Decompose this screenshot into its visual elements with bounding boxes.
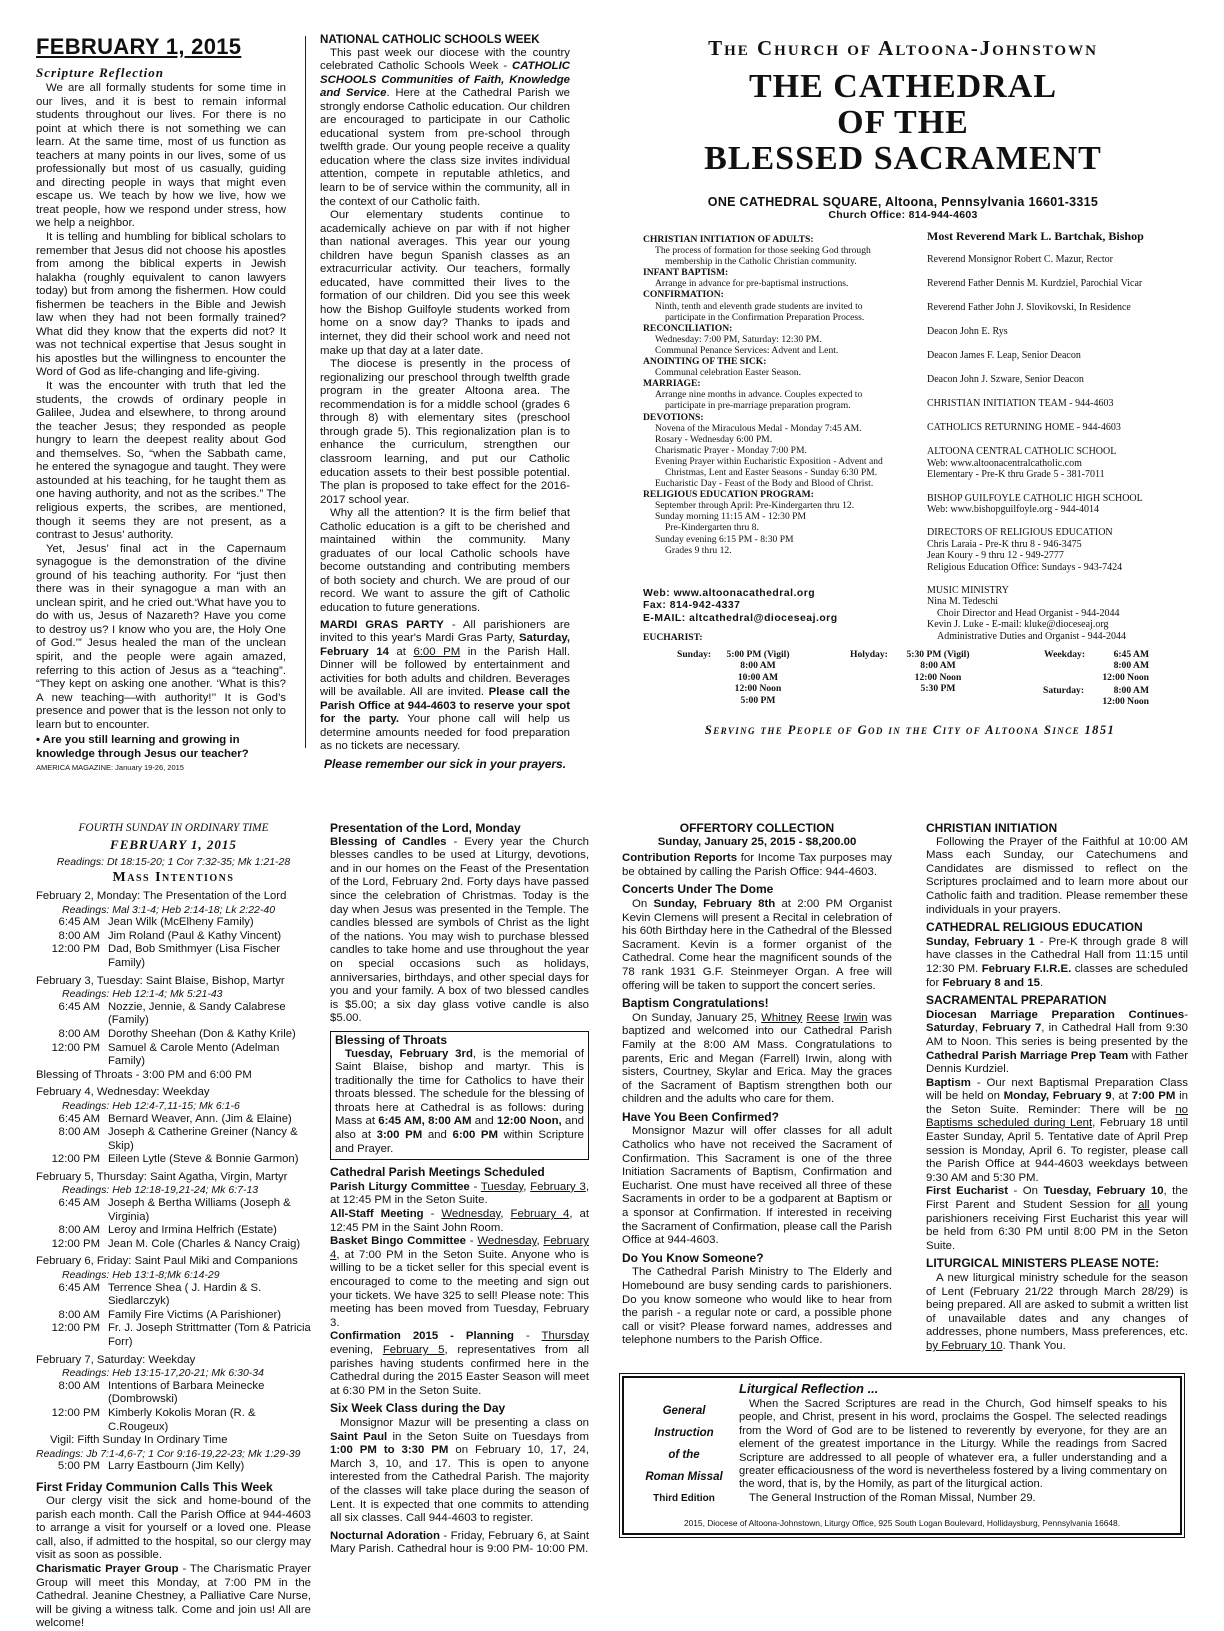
schools-paragraph-2: Our elementary students continue to academically achieve on par with if not higher than national averages. This year our young children have begun Spanish classes as an extracurricular activity. Our teachers, formally educated, have committed their lives to the formation of our children. Did you see this week how the Bishop Guilfoyle students worked from home on a snow day? Thanks to ipads and internet, they did their school work and need not make up that day at a later date.	[320, 209, 570, 357]
intention-readings: Readings: Heb 13:1-8;Mk 6:14-29	[62, 1269, 220, 1282]
ci-text: Following the Prayer of the Faithful at 10:00 AM Mass each Sunday, our Catechumens and Candidates are dismissed to reflect on the Scriptures proclaimed and to learn more about our Catholic faith and tradition. Please remember these individuals in your prayers.	[926, 835, 1188, 916]
intention-row: 12:00 PM Fr. J. Joseph Strittmatter (Tom & Patricia Forr)	[51, 1322, 311, 1348]
cathedral-title-3: BLESSED SACRAMENT	[704, 140, 1102, 177]
intention-row: 8:00 AM Jim Roland (Paul & Kathy Vincent)	[58, 929, 282, 942]
blessing-of-throats-box	[330, 1031, 589, 1160]
baptism-congrats-title: Baptism Congratulations!	[622, 996, 769, 1011]
sacrament-detail: participate in the Confirmation Preparation Process.	[665, 311, 865, 323]
mass-time: 5:30 PM	[920, 683, 956, 695]
ci-title: CHRISTIAN INITIATION	[926, 821, 1058, 835]
charismatic-prayer: Charismatic Prayer Group - The Charismatic Prayer Group will meet this Monday, at 7:00 PM in the Cathedral. Jeanine Chestney, a Palliative Care Nurse, will be giving a witness talk. Come and join us! All are welcome!	[36, 1562, 311, 1630]
staff-entry: DIRECTORS OF RELIGIOUS EDUCATION Chris Laraia - Pre-K thru 8 - 946-3475 Jean Koury - 9 thru 12 - 949-2777 Religious Education Office: Sundays - 943-7424	[927, 527, 1123, 573]
schools-paragraph-3: The diocese is presently in the process of regionalizing our preschool through twelfth grade program in the greater Altoona area. The recommendation is for a middle school (grades 6 through 8) with elementary sites (preschool through grade 5). This regionalization plan is to enhance the curriculum, strengthen our classroom learning, and put our Catholic education assets to their best possible potential. The plan is proposed to take effect for the 2016-2017 school year.	[320, 358, 570, 506]
nocturnal-adoration: Nocturnal Adoration - Friday, February 6, at Saint Mary Parish. Cathedral hour is 9:00 PM- 10:00 PM.	[330, 1529, 589, 1556]
email-address[interactable]: E-MAIL: altcathedral@dioceseaj.org	[643, 612, 838, 624]
mardi-gras-paragraph: MARDI GRAS PARTY - All parishioners are invited to this year's Mardi Gras Party, Saturday, February 14 at 6:00 PM in the Parish Hall. Dinner will be followed by entertainment and activities for both adults and children. Beverages will be available. All are invited. Please call the Parish Office at 944-4603 to reserve your spot for the party. Your phone call will help us determine amounts needed for food preparation as no tickets are necessary.	[320, 618, 570, 753]
mass-time: 6:45 AM	[1113, 649, 1149, 660]
concerts-title: Concerts Under The Dome	[622, 882, 774, 897]
fax-number: Fax: 814-942-4337	[643, 600, 741, 612]
mass-time: 12:00 Noon	[1102, 696, 1149, 708]
mass-time: 5:00 PM	[740, 694, 776, 706]
clergy-staff-list	[927, 231, 1197, 654]
eucharist-schedule	[643, 649, 1153, 709]
cathedral-address: ONE CATHEDRAL SQUARE, Altoona, Pennsylvania 16601-3315	[707, 195, 1099, 209]
schools-paragraph-4: Why all the attention? It is the firm belief that Catholic education is a gift to be cherished and maintained within the community. Many graduates of our local Catholic schools have become outstanding and contributing members of both society and church. We are proud of our record. We want to assure the gift of Catholic education to future generations.	[320, 507, 570, 614]
holyday-times	[893, 649, 983, 695]
intention-row: 8:00 AM Joseph & Catherine Greiner (Nancy & Skip)	[58, 1126, 298, 1152]
meeting-all-staff: All-Staff Meeting - Wednesday, February 4, at 12:45 PM in the Saint John Room.	[330, 1208, 589, 1234]
reflection-paragraph-2: It is telling and humbling for biblical scholars to remember that Jesus did not choose his apostles from among the biblical experts in Jewish halakha (roughly equivalent to canon lawyers today) but from among the fishermen. How could fishermen be teachers in the Bible and Jewish law when they had not been formally trained? What did they know that the experts did not? It was not technical expertise that Jesus sought in his apostles but the willingness to encounter the Word of God as life-changing and life-giving.	[36, 231, 286, 379]
mass-time: 12:00 Noon	[734, 683, 782, 695]
holyday-label: Holyday:	[850, 649, 888, 660]
staff-entry: Deacon James F. Leap, Senior Deacon	[927, 350, 1081, 362]
sacrament-detail: Sunday morning 11:15 AM - 12:30 PM	[655, 511, 807, 523]
sacrament-detail: Communal Penance Services: Advent and Lent.	[655, 344, 839, 356]
intention-readings: Readings: Heb 13:15-17,20-21; Mk 6:30-34	[62, 1367, 264, 1380]
meeting-liturgy: Parish Liturgy Committee - Tuesday, February 3, at 12:45 PM in the Seton Suite.	[330, 1180, 589, 1207]
sacrament-detail: Wednesday: 7:00 PM, Saturday: 12:30 PM.	[655, 333, 822, 345]
throats-text: Tuesday, February 3rd, is the memorial of Saint Blaise, bishop and martyr. This is traditionally the time for Catholics to have their throats blessed. The schedule for the blessing of throats here at Cathedral is as follows: during Mass at 6:45 AM, 8:00 AM and 12:00 Noon, and also at 3:00 PM and 6:00 PM within Scripture and Prayer.	[335, 1047, 585, 1155]
bulletin-date: FEBRUARY 1, 2015	[36, 34, 242, 59]
bullet-icon: •	[36, 734, 43, 747]
sacrament-detail: Arrange nine months in advance. Couples expected to	[655, 389, 863, 401]
intention-row: 6:45 AM Terrence Shea ( J. Hardin & S. Siedlarczyk)	[58, 1281, 262, 1308]
intention-row: 12:00 PM Samuel & Carole Mento (Adelman Family)	[51, 1041, 280, 1068]
staff-entry: Reverend Father Dennis M. Kurdziel, Parochial Vicar	[927, 278, 1143, 290]
intention-row: 6:45 AM Jean Wilk (McElheny Family)	[58, 916, 254, 929]
christian-initiation-column	[926, 822, 1188, 1354]
six-week-class-title: Six Week Class during the Day	[330, 1401, 506, 1416]
staff-entry: Reverend Father John J. Slovikovski, In Residence	[927, 302, 1131, 314]
cathedral-title-1: THE CATHEDRAL	[748, 68, 1058, 105]
know-someone-title: Do You Know Someone?	[622, 1250, 764, 1265]
sacrament-heading: ANOINTING OF THE SICK:	[643, 356, 767, 368]
gi-side-label: General Instruction of the Roman Missal Third Edition	[645, 1405, 723, 1504]
sacraments-list	[643, 234, 913, 556]
sacrament-detail: Arrange in advance for pre-baptismal instructions.	[655, 278, 849, 290]
staff-entry: ALTOONA CENTRAL CATHOLIC SCHOOL Web: www.altoonacentralcatholic.com Elementary - Pre-K thru Grade 5 - 381-7011	[927, 446, 1117, 481]
intention-readings: Readings: Heb 12:18-19,21-24; Mk 6:7-13	[62, 1184, 259, 1197]
cathedral-title-2: OF THE	[837, 104, 969, 141]
sacrament-detail: Novena of the Miraculous Medal - Monday 7:45 AM.	[655, 422, 862, 434]
first-friday-title: First Friday Communion Calls This Week	[36, 1479, 273, 1494]
saturday-label: Saturday:	[1043, 685, 1085, 696]
reflection-paragraph-3: It was the encounter with truth that led the students, the crowds of ordinary people in Galilee, Judea and elsewhere, to throng around the teacher Jesus; they responded as people hungry to learn the deepest reality about God and themselves. So, “when the Sabbath came, he entered the synagogue and taught. They were astounded at his teaching, for he taught them as one having authority, and not as the scribes.” The religious experts, the scribes, are mentioned, though it seems they are not present, as a contrast to Jesus’ authority.	[36, 380, 286, 542]
sacrament-heading: RELIGIOUS EDUCATION PROGRAM:	[643, 489, 814, 501]
sacramental-prep-title: SACRAMENTAL PREPARATION	[926, 993, 1107, 1008]
weekday-label: Weekday:	[1044, 649, 1086, 660]
intention-day: February 4, Wednesday: Weekday	[36, 1086, 210, 1099]
intention-row: 6:45 AM Bernard Weaver, Ann. (Jim & Elaine)	[58, 1112, 292, 1125]
sacrament-detail: Communal celebration Easter Season.	[655, 367, 801, 379]
schools-paragraph-1: This past week our diocese with the country celebrated Catholic Schools Week - CATHOLIC SCHOOLS Communities of Faith, Knowledge and Service. Here at the Cathedral Parish we strongly endorse Catholic education. Our children are encouraged to participate in our Catholic educational system from pre-school through twelfth grade. Our young people receive a quality education where the class size invites individual attention, compete in reputable athletics, and learn to be of service within the community, all in the context of our Catholic faith.	[320, 46, 570, 208]
intention-day: February 5, Thursday: Saint Agatha, Virgin, Martyr	[36, 1170, 288, 1183]
reflection-text: When the Sacred Scriptures are read in the Church, God himself speaks to his people, and Christ, present in his word, proclaims the Gospel. The selected readings from the Word of God are to be listened to reverently by everyone, for they are an element of the greatest importance in the Liturgy. While the readings from Sacred Scripture are addressed to all people of whatever era, a fuller understanding and a greater efficaciousness of the word is nevertheless fostered by a living commentary on the word, that is, by the Homily, as part of the liturgical action. The General Instruction of the Roman Missal, Number 29.	[739, 1398, 1167, 1504]
sacrament-heading: RECONCILIATION:	[643, 322, 733, 334]
six-week-class-text: Monsignor Mazur will be presenting a class on Saint Paul in the Seton Suite on Tuesdays from 1:00 PM to 3:30 PM on February 10, 17, 24, March 3, 10, and 17. This is open to anyone interested from the Cathedral Parish. The majority of the classes will take place during the season of Lent. It is expected that one commits to attending all six classes. Call 944-4603 to register.	[330, 1416, 590, 1525]
sacrament-heading: CONFIRMATION:	[643, 289, 724, 301]
sacrament-detail: Pre-Kindergarten thru 8.	[665, 522, 759, 534]
reflection-paragraph-1: We are all formally students for some time in our lives, and it is best to remain informal students throughout our lives. For there is no point at which there is not something we can learn. At the same time, most of us function as teachers at many points in our lives, some of us professionally but most of us casually, guiding and directing people in ways that might even escape us. We teach by how we live, how we treat people, how we respond under stress, how we help a neighbor.	[36, 82, 286, 230]
sacrament-detail: Evening Prayer within Eucharistic Exposition - Advent and	[655, 455, 883, 467]
intention-note: Blessing of Throats - 3:00 PM and 6:00 PM	[36, 1068, 252, 1081]
staff-entry: CHRISTIAN INITIATION TEAM - 944-4603	[927, 398, 1114, 410]
sunday-label: Sunday:	[677, 649, 712, 660]
sunday-title: FOURTH SUNDAY IN ORDINARY TIME	[78, 822, 269, 834]
sacrament-detail: Grades 9 thru 12.	[665, 544, 732, 556]
religious-education-text: Sunday, February 1 - Pre-K through grade 8 will have classes in the Cathedral Hall from 11:15 until 12:30 PM. February F.I.R.E. classes are scheduled for February 8 and 15.	[926, 935, 1188, 989]
sacrament-detail: Christmas, Lent and Easter Seasons - Sunday 6:30 PM.	[665, 466, 878, 478]
offertory-title: OFFERTORY COLLECTION	[679, 821, 835, 835]
contribution-reports: Contribution Reports for Income Tax purposes may be obtained by calling the Parish Office: 944-4603.	[622, 852, 892, 878]
mass-time: 8:00 AM	[1113, 660, 1149, 672]
sunday-date: FEBRUARY 1, 2015	[110, 837, 237, 852]
intention-day: February 7, Saturday: Weekday	[36, 1353, 196, 1366]
baptism-congrats-text: On Sunday, January 25, Whitney Reese Irwin was baptized and welcomed into our Cathedral Parish Family at the 8:00 AM Mass. Congratulations to parents, Eric and Megan (Farrell) Irwin, along with sisters, Courtney, Skylar and Erica. May the graces of the Sacrament of Baptism strengthen both our children and the adults who care for them.	[622, 1011, 892, 1106]
intention-row: 5:00 PM Larry Eastbourn (Jim Kelly)	[57, 1460, 245, 1473]
sacrament-detail: membership in the Catholic Christian community.	[665, 256, 857, 268]
sacrament-heading: CHRISTIAN INITIATION OF ADULTS:	[643, 234, 814, 245]
meeting-confirmation: Confirmation 2015 - Planning - Thursday evening, February 5, representatives from all parishes having students confirmed here in the Cathedral during the 2015 Easter Season will meet at 6:30 PM in the Seton Suite.	[330, 1330, 590, 1397]
reflection-paragraph-4: Yet, Jesus’ final act in the Capernaum synagogue is the demonstration of the divine ground of his teaching authority. For “just then there was in their synagogue a man with an unclean spirit, and he cried out.‘What have you to do with us, Jesus of Nazareth? Have you come to destroy us? I know who you are, the Holy One of God.’” Jesus healed the man of the unclean spirit, and the people were again amazed, referring to this action of Jesus as a “teaching”. “They kept on asking one another. ‘What is this? A new teaching—with authority!’’ It is God’s presence and power that is the lesson not only to learn but to encounter.	[36, 542, 286, 731]
intention-row: 12:00 PM Jean M. Cole (Charles & Nancy Craig)	[51, 1237, 301, 1250]
liturgical-ministers-text: A new liturgical ministry schedule for the season of Lent (February 21/22 through March 28/29) is being prepared. All are asked to submit a written list of unavailable dates and any changes of addresses, phone numbers, Mass preferences, etc. by February 10. Thank You.	[926, 1272, 1188, 1352]
staff-entry: CATHOLICS RETURNING HOME - 944-4603	[927, 422, 1121, 434]
mass-time: 5:30 PM (Vigil)	[906, 649, 970, 660]
intention-row: 6:45 AM Nozzie, Jennie, & Sandy Calabrese (Family)	[58, 1000, 286, 1027]
throats-title: Blessing of Throats	[335, 1032, 448, 1047]
baptism-prep-text: Baptism - Our next Baptismal Preparation Class will be held on Monday, February 9, at 7:00 PM in the Seton Suite. Reminder: There will be no Baptisms scheduled during Lent, February 18 until Easter Sunday, April 5. Tentative date of April Prep session is Monday, April 6. To register, please call the Parish Office at 944-4603 weekdays between 9:30 AM and 5:30 PM.	[926, 1076, 1188, 1184]
religious-education-title: CATHEDRAL RELIGIOUS EDUCATION	[926, 920, 1143, 935]
staff-entry: MUSIC MINISTRY Nina M. Tedeschi Choir Director and Head Organist - 944-2044 Kevin J. Luke - E-mail: kluke@dioceseaj.org Administrative Duties and Organist - 944-2044	[927, 585, 1126, 642]
intentions-list	[36, 890, 311, 1448]
mass-time: 8:00 AM	[740, 660, 776, 672]
intention-day: February 3, Tuesday: Saint Blaise, Bishop, Martyr	[36, 974, 285, 987]
intention-row: 8:00 AM Intentions of Barbara Meinecke (Dombrowski)	[58, 1379, 265, 1406]
offertory-amount: Sunday, January 25, 2015 - $8,200.00	[657, 835, 857, 848]
staff-entry: Deacon John J. Szware, Senior Deacon	[927, 374, 1084, 386]
meeting-basket-bingo: Basket Bingo Committee - Wednesday, February 4, at 7:00 PM in the Seton Suite. Anyone who is willing to be a ticket seller for this special event is encouraged to come to the meeting and sign out your tickets. We have 325 to sell! Please note: This meeting has been moved from Tuesday, February 3.	[330, 1235, 589, 1329]
intention-row: 8:00 AM Dorothy Sheehan (Don & Kathy Krile)	[58, 1027, 296, 1040]
staff-entry: Deacon John E. Rys	[927, 326, 1008, 338]
intention-row: 6:45 AM Joseph & Bertha Williams (Joseph & Virginia)	[58, 1197, 291, 1223]
staff-entry: BISHOP GUILFOYLE CATHOLIC HIGH SCHOOL Web: www.bishopguilfoyle.org - 944-4014	[927, 492, 1143, 516]
scripture-reflection-title: Scripture Reflection	[36, 65, 164, 80]
intention-readings: Readings: Heb 12:1-4; Mk 5:21-43	[62, 988, 223, 1001]
presentation-title: Presentation of the Lord, Monday	[330, 821, 521, 835]
sacrament-detail: Rosary - Wednesday 6:00 PM.	[655, 433, 773, 445]
mass-time: 12:00 Noon	[1102, 671, 1149, 683]
saturday-times	[1099, 685, 1149, 708]
concerts-text: On Sunday, February 8th at 2:00 PM Organist Kevin Clemens will present a Recital in celebration of his 60th Birthday here in the Cathedral of the Blessed Sacrament. Kevin is a former organist of the Cathedral. Come hear the magnificent sounds of the 78 rank 1931 G.F. Steinmeyer Organ. A free will offering will be taken to support the concert series.	[622, 897, 892, 992]
contact-info	[643, 588, 838, 645]
scripture-reflection-body	[36, 82, 286, 773]
website[interactable]: Web: www.altoonacathedral.org	[643, 588, 816, 599]
sacrament-detail: Sunday evening 6:15 PM - 8:30 PM	[655, 533, 794, 545]
catholic-schools-article	[320, 33, 570, 772]
sunday-readings: Readings: Dt 18:15-20; 1 Cor 7:32-35; Mk 1:21-28	[56, 856, 291, 868]
reflection-source: AMERICA MAGAZINE: January 19-26, 2015	[36, 763, 184, 773]
intention-note: Vigil: Fifth Sunday In Ordinary Time	[50, 1434, 228, 1447]
weekday-times	[1099, 649, 1149, 683]
intention-day: February 2, Monday: The Presentation of the Lord	[36, 890, 287, 902]
reflection-footer: 2015, Diocese of Altoona-Johnstown, Liturgy Office, 925 South Logan Boulevard, Hollidaysburg, Pennsylvania 16648.	[683, 1518, 1121, 1528]
schools-title: NATIONAL CATHOLIC SCHOOLS WEEK	[320, 33, 540, 46]
intention-row: 8:00 AM Leroy and Irmina Helfrich (Estate)	[58, 1224, 277, 1237]
eucharist-label: EUCHARIST:	[643, 632, 703, 644]
sacrament-detail: participate in pre-marriage preparation program.	[665, 400, 851, 412]
church-office-phone: Church Office: 814-944-4603	[828, 209, 978, 221]
reflection-question: • Are you still learning and growing in knowledge through Jesus our teacher?	[36, 734, 249, 760]
confirmed-title: Have You Been Confirmed?	[622, 1109, 779, 1124]
sacrament-heading: DEVOTIONS:	[643, 411, 704, 423]
mass-intentions-column	[36, 822, 311, 1631]
liturgical-reflection-box	[622, 1376, 1182, 1535]
confirmed-text: Monsignor Mazur will offer classes for all adult Catholics who have not received the Sacrament of Confirmation. This Sacrament is one of the three Initiation Sacraments of Baptism, Confirmation and Eucharist. One must have received all three of these Sacraments in order to be a godparent at Baptism or a sponsor at Confirmation. If interested in receiving the Sacrament of Confirmation, please call the Parish Office at 944-4603.	[622, 1125, 892, 1247]
sacrament-heading: INFANT BAPTISM:	[643, 267, 729, 279]
mass-intentions-heading: Mass Intentions	[112, 870, 235, 885]
intention-row: 8:00 AM Family Fire Victims (A Parishioner)	[58, 1308, 282, 1321]
intention-readings: Readings: Heb 12:4-7,11-15; Mk 6:1-6	[62, 1099, 240, 1112]
staff-entry: Reverend Monsignor Robert C. Mazur, Rector	[927, 254, 1113, 266]
sacrament-detail: Eucharistic Day - Feast of the Body and Blood of Christ.	[655, 478, 874, 490]
first-eucharist-text: First Eucharist - On Tuesday, February 10, the First Parent and Student Session for all young parishioners receiving First Eucharist this year will be held from 6:30 PM until 8:00 PM in the Seton Suite.	[926, 1185, 1189, 1252]
sacrament-heading: MARRIAGE:	[643, 378, 701, 390]
marriage-prep-text: Diocesan Marriage Preparation Continues- Saturday, February 7, in Cathedral Hall from 9:30 AM to Noon. This series is being presented by the Cathedral Parish Marriage Prep Team with Father Dennis Kurdziel.	[926, 1008, 1188, 1076]
sacrament-detail: Ninth, tenth and eleventh grade students are invited to	[655, 300, 863, 312]
sick-prayers-note: Please remember our sick in your prayers.	[323, 756, 567, 771]
mass-time: 10:00 AM	[737, 671, 779, 683]
intention-row: 12:00 PM Dad, Bob Smithmyer (Lisa Fischer Family)	[51, 943, 281, 969]
sacrament-detail: September through April: Pre-Kindergarten thru 12.	[655, 500, 855, 512]
mass-time: 12:00 Noon	[914, 671, 962, 683]
presentation-column	[330, 822, 589, 1557]
know-someone-text: The Cathedral Parish Ministry to The Elderly and Homebound are busy sending cards to parishioners. Do you know someone who would like to hear from the parish - a regular note or card, a possible phone call or visit? Please forward names, addresses and telephone numbers to the Parish Office.	[622, 1266, 892, 1347]
intention-row: 12:00 PM Eileen Lytle (Steve & Bonnie Garmon)	[51, 1153, 299, 1166]
intention-readings: Readings: Mal 3:1-4; Heb 2:14-18; Lk 2:22-40	[62, 903, 276, 916]
first-friday-text: Our clergy visit the sick and home-bound of the parish each month. Call the Parish Office at 944-4603 to arrange a visit for yourself or a loved one. Please call, also, if admitted to the hospital, so our clergy may visit as soon as possible.	[36, 1494, 311, 1562]
intention-day: February 6, Friday: Saint Paul Miki and Companions	[36, 1255, 298, 1268]
offertory-column	[622, 822, 892, 1348]
tagline: Serving the People of God in the City of Altoona Since 1851	[704, 723, 1116, 737]
sacrament-detail: The process of formation for those seeking God through	[655, 245, 871, 257]
masthead	[600, 36, 1206, 221]
sacrament-detail: Charismatic Prayer - Monday 7:00 PM.	[655, 444, 807, 456]
staff-entry: Most Reverend Mark L. Bartchak, Bishop	[927, 229, 1144, 243]
mass-time: 8:00 AM	[920, 660, 956, 672]
presentation-text: Blessing of Candles - Every year the Church blesses candles to be used at Liturgy, devotions, and in our homes on the Feast of the Presentation of the Lord, February 2nd. Forty days have passed since the celebration of Christmas. Today is the day when Jesus was presented in the Temple. The candles blessed are symbols of Christ as the light of the nations. You may wish to purchase blessed candles to take home and use throughout the year on special occasions such as holidays, anniversaries, birthdays, and other special days for you and your family. A box of two blessed candles is $5.00; a six day glass votive candle is also $5.00.	[330, 835, 589, 1025]
mass-time: 5:00 PM (Vigil)	[726, 649, 790, 660]
church-name: The Church of Altoona-Johnstown	[708, 36, 1098, 60]
meetings-title: Cathedral Parish Meetings Scheduled	[330, 1165, 545, 1180]
liturgical-ministers-title: LITURGICAL MINISTERS PLEASE NOTE:	[926, 1256, 1160, 1271]
intention-row: 12:00 PM Kimberly Kokolis Moran (R. & C.Rougeux)	[51, 1406, 256, 1433]
sunday-times	[713, 649, 803, 706]
mass-time: 8:00 AM	[1113, 685, 1149, 696]
vigil-readings: Readings: Jb 7:1-4,6-7; 1 Cor 9:16-19,22-23; Mk 1:29-39	[36, 1447, 301, 1460]
column-divider	[305, 36, 306, 748]
reflection-title: Liturgical Reflection ...	[739, 1381, 879, 1396]
